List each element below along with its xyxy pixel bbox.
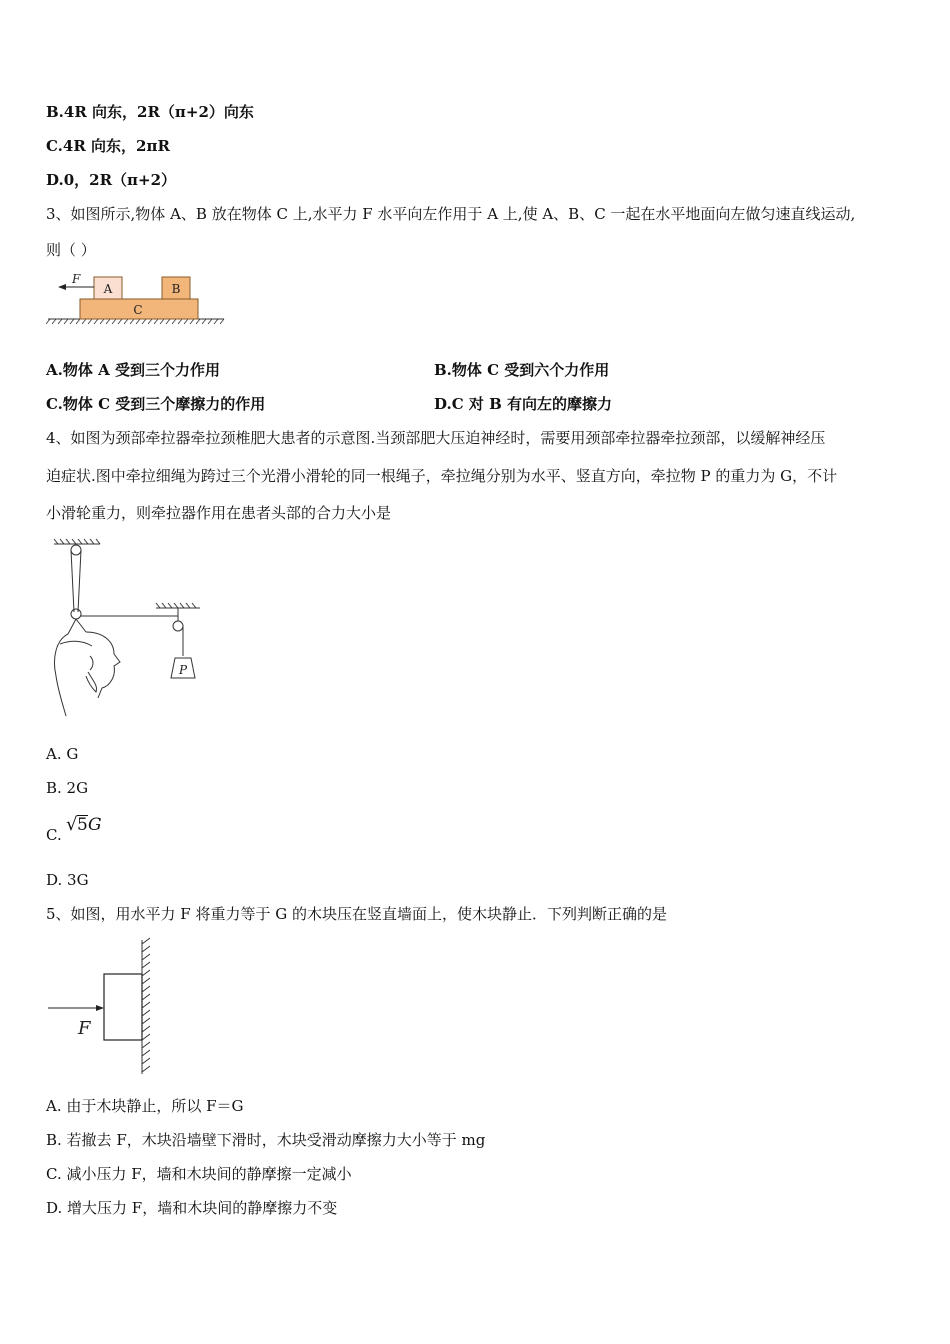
sqrt-icon: √ (66, 814, 78, 835)
q4-stem-line-2: 迫症状.图中牵拉细绳为跨过三个光滑小滑轮的同一根绳子，牵拉绳分别为水平、竖直方向，牵拉物 P 的重力为 G，不计 (46, 467, 838, 485)
block-b-label: B (171, 282, 181, 296)
weight-p-label: P (178, 663, 188, 677)
q3-blocks-figure (46, 272, 226, 326)
q4-option-a: A. G (46, 745, 79, 763)
q3-option-d: D.C 对 B 有向左的摩擦力 (434, 395, 612, 413)
q5-option-b: B. 若撤去 F，木块沿墙壁下滑时，木块受滑动摩擦力大小等于 mg (46, 1131, 486, 1149)
q4-option-c-prefix: C. (46, 826, 62, 844)
force-f-label: F (78, 1018, 91, 1039)
q3-stem-line-1: 3、如图所示,物体 A、B 放在物体 C 上,水平力 F 水平向左作用于 A 上,使 A、B、C 一起在水平地面向左做匀速直线运动, (46, 205, 856, 223)
q2-option-d: D.0，2R（π+2） (46, 171, 177, 189)
q5-stem: 5、如图，用水平力 F 将重力等于 G 的木块压在竖直墙面上，使木块静止．下列判断正确的是 (46, 905, 668, 923)
q5-option-a: A. 由于木块静止，所以 F＝G (46, 1097, 244, 1115)
block-c-label: C (133, 303, 143, 317)
block-a-label: A (103, 282, 113, 296)
q4-option-b: B. 2G (46, 779, 89, 797)
push-arrow-icon (96, 1005, 104, 1011)
force-label: F (72, 272, 81, 286)
q5-option-c: C. 减小压力 F，墙和木块间的静摩擦一定减小 (46, 1165, 352, 1183)
q4-stem-line-3: 小滑轮重力，则牵拉器作用在患者头部的合力大小是 (46, 504, 392, 522)
q3-stem-line-2: 则（ ） (46, 241, 96, 259)
q3-option-c: C.物体 C 受到三个摩擦力的作用 (46, 395, 266, 413)
q4-stem-line-1: 4、如图为颈部牵拉器牵拉颈椎肥大患者的示意图.当颈部肥大压迫神经时，需要用颈部牵拉器牵拉颈部，以缓解神经压 (46, 429, 826, 447)
q5-wall-figure (46, 936, 158, 1078)
q4-option-c-radicand: 5 (77, 815, 88, 835)
force-arrow-icon (58, 284, 66, 290)
q4-option-d: D. 3G (46, 871, 89, 889)
q2-option-c: C.4R 向东，2πR (46, 137, 170, 155)
q2-option-b: B.4R 向东，2R（π+2）向东 (46, 103, 254, 121)
q5-option-d: D. 增大压力 F，墙和木块间的静摩擦力不变 (46, 1199, 338, 1217)
q4-traction-figure (48, 536, 208, 720)
q3-option-a: A.物体 A 受到三个力作用 (46, 361, 220, 379)
q3-option-b: B.物体 C 受到六个力作用 (434, 361, 610, 379)
q4-option-c-var: G (88, 815, 102, 835)
